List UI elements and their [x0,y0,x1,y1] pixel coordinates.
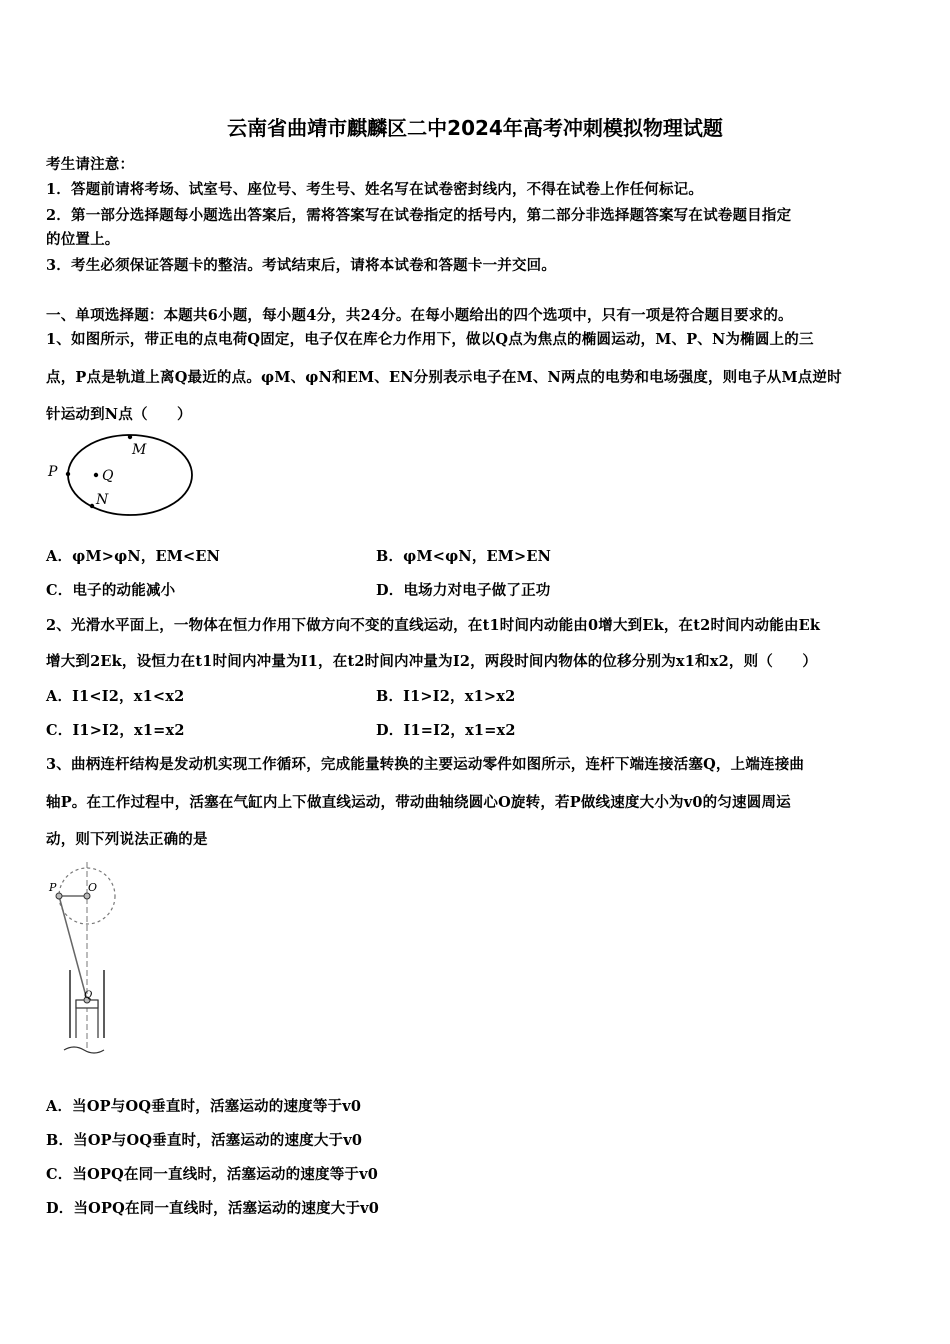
break-mark [64,1047,104,1053]
point-n-dot [90,504,94,508]
connecting-rod [59,896,87,1000]
label-n: N [96,492,109,508]
question-2-text: 2、光滑水平面上，一物体在恒力作用下做方向不变的直线运动，在t1时间内动能由0增大到Ek，在t2时间内动能由Ek [46,617,821,634]
question-1-text: 针运动到N点（ ） [46,406,192,423]
question-3-text: 动，则下列说法正确的是 [46,831,208,848]
notice-header: 考生请注意： [46,156,135,173]
point-p-dot [66,472,70,476]
label-o: O [88,881,98,894]
notice-item: 2．第一部分选择题每小题选出答案后，需将答案写在试卷指定的括号内，第二部分非选择题答案写在试卷题目指定 [46,207,792,224]
question-1-text: 点，P点是轨道上离Q最近的点。φM、φN和EM、EN分别表示电子在M、N两点的电势和电场强度，则电子从M点逆时 [46,369,842,386]
notice-item: 3．考生必须保证答题卡的整洁。考试结束后，请将本试卷和答题卡一并交回。 [46,257,557,274]
point-m-dot [128,435,132,439]
label-q: Q [84,990,93,1001]
question-3-option-d: D．当OPQ在同一直线时，活塞运动的速度大于v0 [46,1200,380,1217]
question-3-option-c: C．当OPQ在同一直线时，活塞运动的速度等于v0 [46,1166,379,1183]
question-2-option-c: C．I1>I2，x1=x2 [46,722,185,739]
question-3-option-b: B．当OP与OQ垂直时，活塞运动的速度大于v0 [46,1132,363,1149]
question-3-text: 3、曲柄连杆结构是发动机实现工作循环，完成能量转换的主要运动零件如图所示，连杆下端连接活塞Q，上端连接曲 [46,756,805,773]
question-1-option-a: A．φM>φN，EM<EN [46,548,221,565]
page-title: 云南省曲靖市麒麟区二中2024年高考冲刺模拟物理试题 [227,116,723,140]
crank-pin-p [56,893,62,899]
question-3-text: 轴P。在工作过程中，活塞在气缸内上下做直线运动，带动曲轴绕圆心O旋转，若P做线速度大小为v0的匀速圆周运 [46,794,791,811]
question-1-text: 1、如图所示，带正电的点电荷Q固定，电子仅在库仑力作用下，做以Q点为焦点的椭圆运动，M、P、N为椭圆上的三 [46,331,814,348]
orbit-ellipse [68,435,192,515]
label-m: M [132,442,147,458]
notice-item: 1．答题前请将考场、试室号、座位号、考生号、姓名写在试卷密封线内，不得在试卷上作任何标记。 [46,181,704,198]
label-p: P [48,464,58,480]
question-2-option-d: D．I1=I2，x1=x2 [376,722,516,739]
question-2-option-a: A．I1<I2，x1<x2 [46,688,185,705]
notice-item: 的位置上。 [46,231,120,248]
ellipse-orbit-figure [40,430,200,525]
question-2-text: 增大到2Ek，设恒力在t1时间内冲量为I1，在t2时间内冲量为I2，两段时间内物体的位移分别为x1和x2，则（ ） [46,653,818,670]
question-1-option-d: D．电场力对电子做了正功 [376,582,551,599]
question-2-option-b: B．I1>I2，x1>x2 [376,688,516,705]
section-heading: 一、单项选择题：本题共6小题，每小题4分，共24分。在每小题给出的四个选项中，只有一项是符合题目要求的。 [46,307,793,324]
label-p: P [49,881,57,894]
point-q-dot [94,473,98,477]
crank-mechanism-figure [44,860,124,1060]
question-3-option-a: A．当OP与OQ垂直时，活塞运动的速度等于v0 [46,1098,362,1115]
label-q: Q [102,468,114,484]
question-1-option-b: B．φM<φN，EM>EN [376,548,552,565]
question-1-option-c: C．电子的动能减小 [46,582,176,599]
